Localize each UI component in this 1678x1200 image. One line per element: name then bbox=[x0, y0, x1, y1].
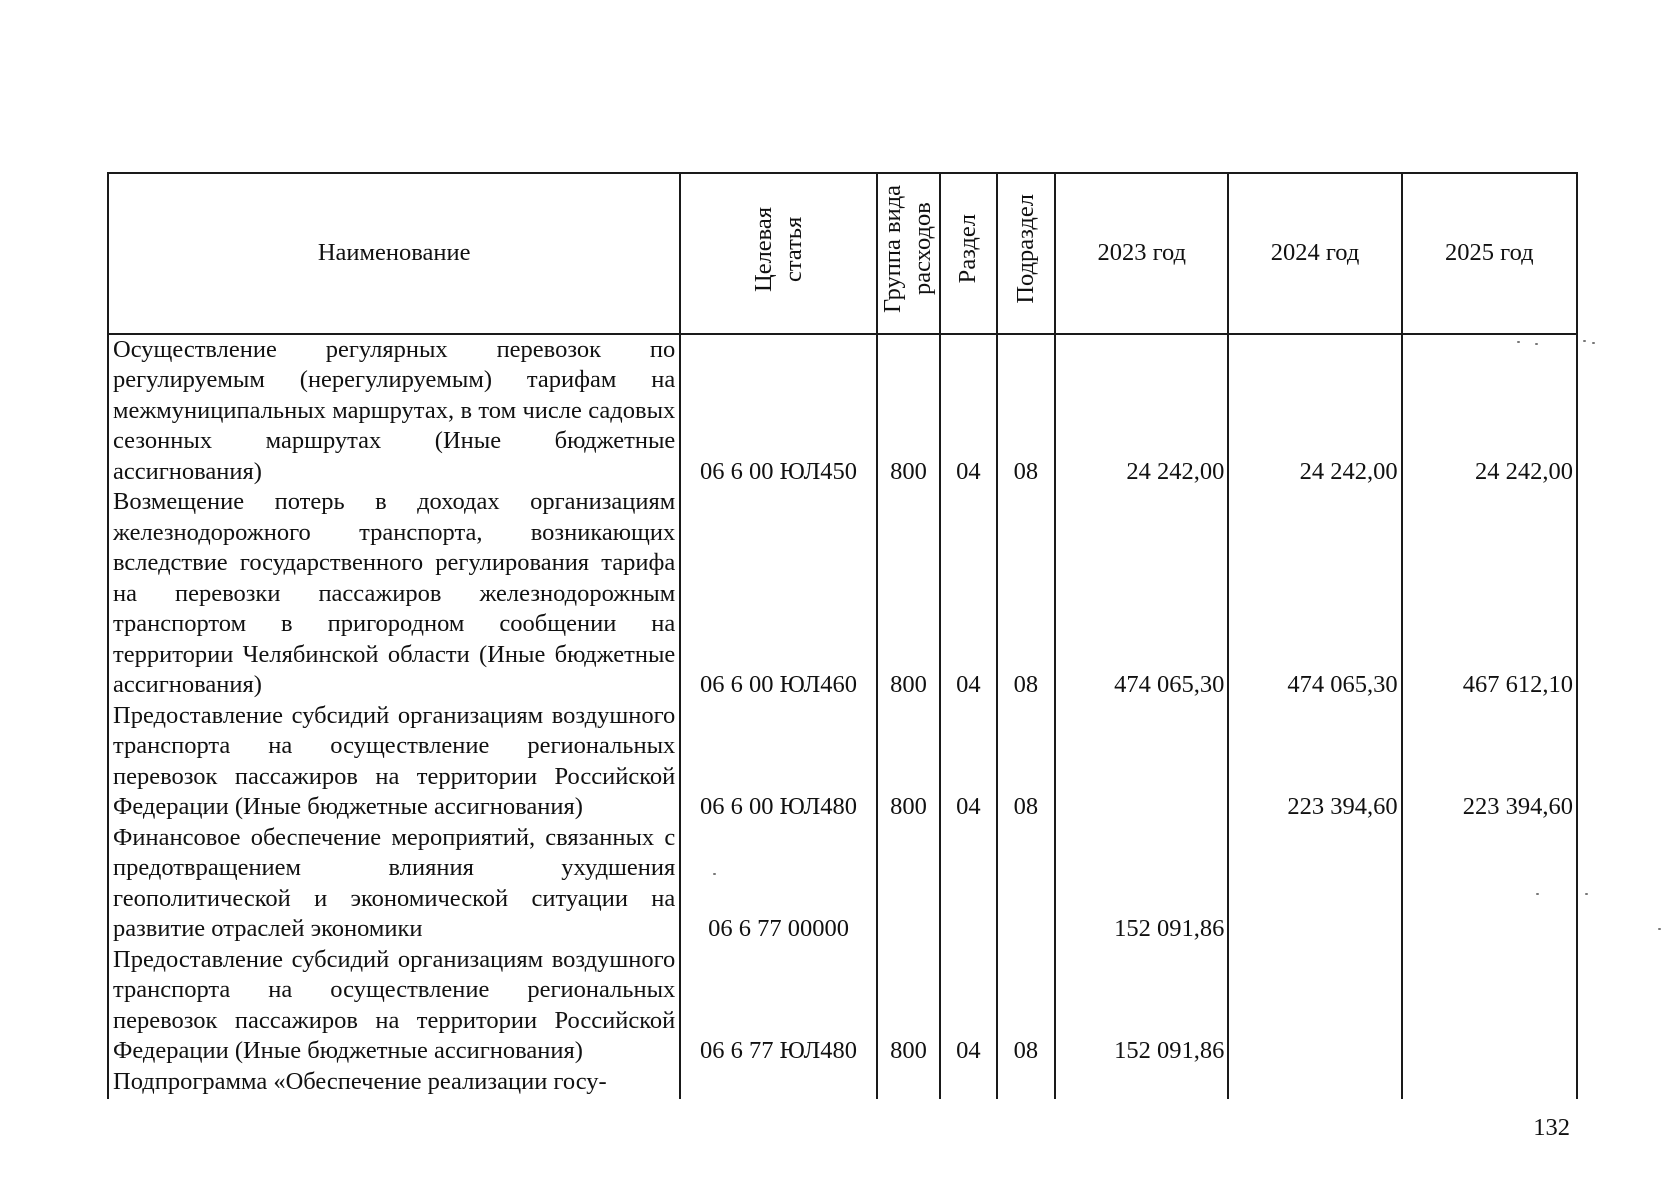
header-year-2025 bbox=[1402, 173, 1577, 334]
row-subsection: 08 bbox=[997, 945, 1055, 1067]
row-name: Финансовое обеспечение мероприятий, связанных с предотвращением влияния ухудшения геополитической и экономической ситуации на развитие отраслей экономики bbox=[108, 823, 680, 945]
scan-speck bbox=[1535, 343, 1538, 345]
header-name bbox=[108, 173, 680, 334]
row-amount-2024 bbox=[1228, 945, 1401, 1067]
scan-speck bbox=[1585, 893, 1588, 895]
row-expense-group bbox=[877, 823, 940, 945]
row-name: Осуществление регулярных перевозок по регулируемым (нерегулируемым) тарифам на межмуниципальных маршрутах, в том числе садовых сезонных маршрутах (Иные бюджетные ассигнования) bbox=[108, 334, 680, 488]
row-expense-group: 800 bbox=[877, 701, 940, 823]
row-target-article: 06 6 77 00000 bbox=[680, 823, 876, 945]
table-row bbox=[108, 945, 1577, 1067]
row-subsection: 08 bbox=[997, 334, 1055, 488]
header-section-label: Раздел bbox=[954, 214, 982, 284]
row-amount-2023 bbox=[1055, 701, 1228, 823]
page-number: 132 bbox=[1533, 1114, 1570, 1141]
header-year-2024 bbox=[1228, 173, 1401, 334]
table-row bbox=[108, 1067, 1577, 1099]
row-amount-2024: 24 242,00 bbox=[1228, 334, 1401, 488]
row-section: 04 bbox=[940, 487, 996, 701]
row-target-article bbox=[680, 1067, 876, 1099]
row-amount-2023: 24 242,00 bbox=[1055, 334, 1228, 488]
row-amount-2025: 24 242,00 bbox=[1402, 334, 1577, 488]
scan-speck bbox=[1536, 893, 1539, 895]
header-section bbox=[940, 173, 996, 334]
header-expense-group-label: Группа вида расходов bbox=[879, 184, 937, 314]
scan-speck bbox=[1517, 341, 1520, 343]
header-name-label: Наименование bbox=[317, 239, 471, 266]
row-section bbox=[940, 1067, 996, 1099]
row-amount-2025: 223 394,60 bbox=[1402, 701, 1577, 823]
row-section: 04 bbox=[940, 701, 996, 823]
row-section bbox=[940, 823, 996, 945]
row-expense-group: 800 bbox=[877, 334, 940, 488]
row-subsection bbox=[997, 1067, 1055, 1099]
row-section: 04 bbox=[940, 334, 996, 488]
row-target-article: 06 6 00 ЮЛ450 bbox=[680, 334, 876, 488]
row-amount-2024 bbox=[1228, 1067, 1401, 1099]
row-expense-group bbox=[877, 1067, 940, 1099]
row-amount-2025 bbox=[1402, 823, 1577, 945]
table-row bbox=[108, 334, 1577, 488]
row-amount-2023: 152 091,86 bbox=[1055, 823, 1228, 945]
header-year-2024-label: 2024 год bbox=[1270, 239, 1360, 266]
header-year-2023-label: 2023 год bbox=[1097, 239, 1187, 266]
row-target-article: 06 6 00 ЮЛ460 bbox=[680, 487, 876, 701]
scan-speck bbox=[1583, 340, 1586, 342]
row-expense-group: 800 bbox=[877, 945, 940, 1067]
header-subsection bbox=[997, 173, 1055, 334]
row-amount-2023 bbox=[1055, 1067, 1228, 1099]
row-amount-2024: 223 394,60 bbox=[1228, 701, 1401, 823]
row-target-article: 06 6 00 ЮЛ480 bbox=[680, 701, 876, 823]
row-subsection bbox=[997, 823, 1055, 945]
row-amount-2023: 474 065,30 bbox=[1055, 487, 1228, 701]
budget-table bbox=[107, 172, 1578, 1099]
scan-speck bbox=[1592, 342, 1595, 344]
row-subsection: 08 bbox=[997, 487, 1055, 701]
table-row bbox=[108, 487, 1577, 701]
header-target-article-label: Целевая статья bbox=[749, 206, 807, 292]
header-expense-group bbox=[877, 173, 940, 334]
table-header-row bbox=[108, 173, 1577, 334]
row-subsection: 08 bbox=[997, 701, 1055, 823]
row-target-article: 06 6 77 ЮЛ480 bbox=[680, 945, 876, 1067]
scan-speck bbox=[1658, 928, 1661, 930]
row-name: Предоставление субсидий организациям воздушного транспорта на осуществление региональных перевозок пассажиров на территории Российской Федерации (Иные бюджетные ассигнования) bbox=[108, 701, 680, 823]
table-row bbox=[108, 823, 1577, 945]
row-amount-2024 bbox=[1228, 823, 1401, 945]
row-expense-group: 800 bbox=[877, 487, 940, 701]
header-subsection-label: Подраздел bbox=[1011, 194, 1039, 304]
row-name: Подпрограмма «Обеспечение реализации госу- bbox=[108, 1067, 680, 1099]
row-name: Возмещение потерь в доходах организациям железнодорожного транспорта, возникающих вследствие государственного регулирования тарифа на перевозки пассажиров железнодорожным транспортом в пригородном сообщении на территории Челябинской области (Иные бюджетные ассигнования) bbox=[108, 487, 680, 701]
row-amount-2025: 467 612,10 bbox=[1402, 487, 1577, 701]
row-amount-2025 bbox=[1402, 945, 1577, 1067]
scan-speck bbox=[713, 873, 716, 875]
row-amount-2023: 152 091,86 bbox=[1055, 945, 1228, 1067]
header-target-article bbox=[680, 173, 876, 334]
row-amount-2024: 474 065,30 bbox=[1228, 487, 1401, 701]
row-section: 04 bbox=[940, 945, 996, 1067]
header-year-2023 bbox=[1055, 173, 1228, 334]
table-row bbox=[108, 701, 1577, 823]
header-year-2025-label: 2025 год bbox=[1445, 239, 1534, 266]
row-name: Предоставление субсидий организациям воздушного транспорта на осуществление региональных перевозок пассажиров на территории Российской Федерации (Иные бюджетные ассигнования) bbox=[108, 945, 680, 1067]
row-amount-2025 bbox=[1402, 1067, 1577, 1099]
